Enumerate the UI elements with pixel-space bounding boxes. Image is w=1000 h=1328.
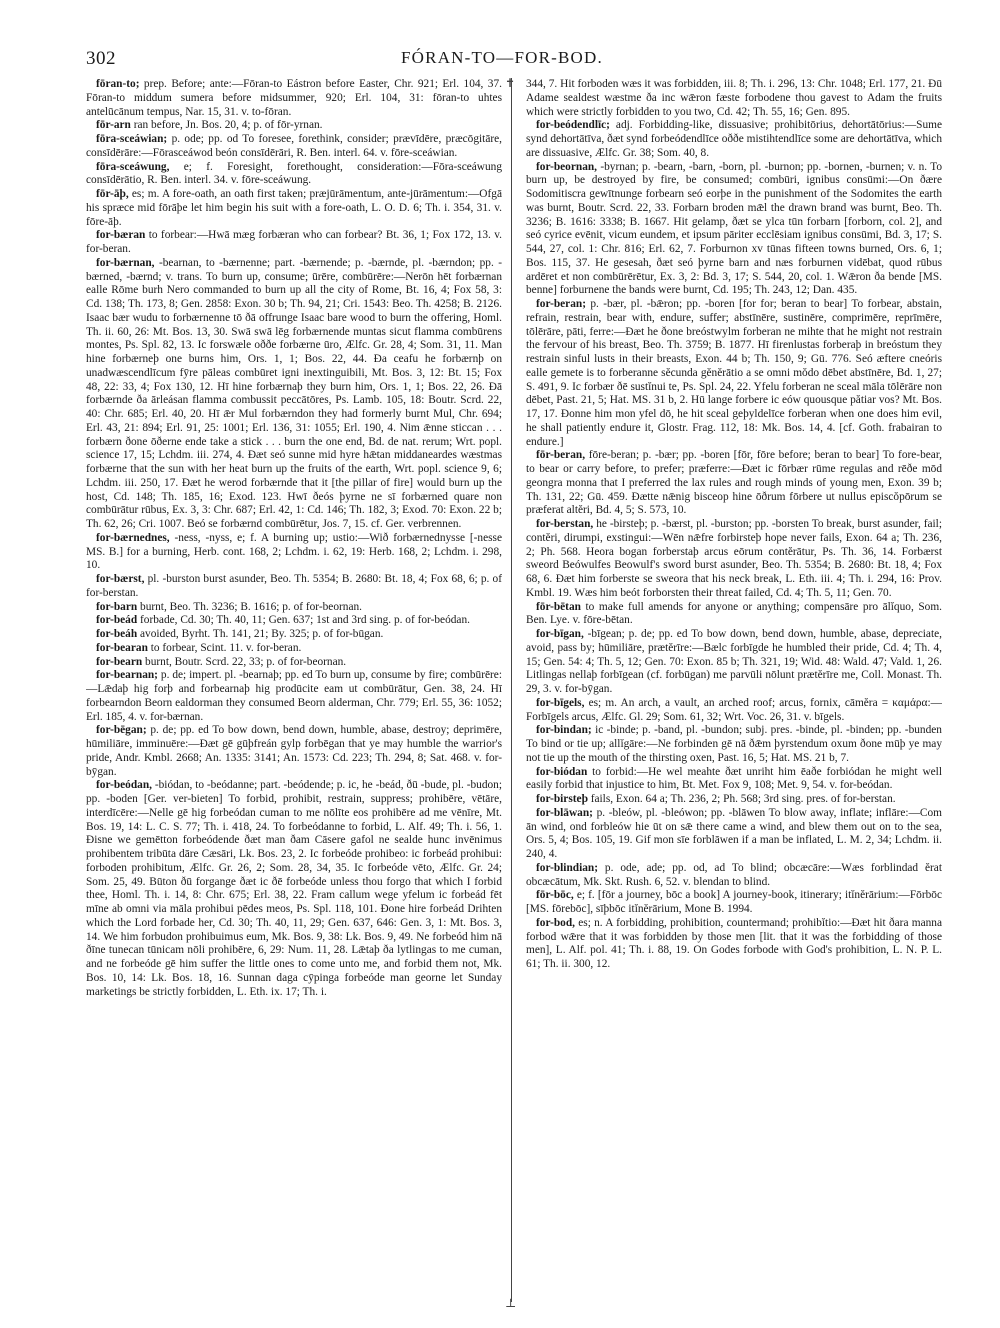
entry-headword: for-beornan, bbox=[536, 160, 598, 173]
entry-definition: burnt, Beo. Th. 3236; B. 1616; p. of for-beornan. bbox=[140, 600, 363, 613]
dictionary-entry bbox=[526, 766, 942, 794]
dictionary-entry bbox=[526, 628, 942, 697]
dictionary-entry bbox=[526, 518, 942, 601]
dictionary-entry bbox=[86, 161, 502, 189]
entry-definition: burnt, Boutr. Scrd. 22, 33; p. of for-beornan. bbox=[145, 655, 347, 668]
entry-definition: avoided, Byrht. Th. 141, 21; By. 325; p. of for-būgan. bbox=[140, 628, 384, 640]
entry-definition: p. ode, ade; pp. od, ad To blind; obcæcāre:—Wæs forblindad ĕrat obcæcātum, Mk. Skt. Rush. 6, 52. v. blendan to blind. bbox=[526, 861, 942, 888]
entry-headword: fōra-sceáwian; bbox=[96, 133, 168, 145]
column-divider bbox=[511, 78, 512, 1302]
entry-definition: p. ode; pp. od To foresee, forethink, consider; prævīdēre, præcōgitāre, consīdērāre:—Fōrasceáwod beón consīdērāri, R. Ben. interl. 64. v. fōre-sceáwian. bbox=[86, 133, 502, 159]
entry-headword: fōr-beran, bbox=[536, 449, 586, 462]
dictionary-entry bbox=[86, 601, 502, 615]
dictionary-entry bbox=[86, 78, 502, 119]
entry-headword: for-birsteþ bbox=[536, 793, 588, 805]
entry-headword: for-bearn bbox=[96, 655, 143, 668]
entry-headword: for-beran; bbox=[536, 298, 586, 310]
dictionary-entry bbox=[86, 628, 502, 642]
entry-headword: for-beáh bbox=[96, 628, 138, 640]
dictionary-entry bbox=[86, 642, 502, 656]
dictionary-entry bbox=[86, 724, 502, 779]
entry-definition: -bearnan, to -bærnenne; part. -bærnende; p. -bærnde, pl. -bærndon; pp. -bærned, -bærnd; v. trans. To burn up, consume; ūrēre, combūrēre:—Nerōn hēt forbærnan ealle Rōme burh Nero commanded to burn up all the city of Rome, Bt. 16, 4; Fox 58, 3: Cd. 138; Th. 173, 8; Gen. 2858: Exon. 30 b; Th. 94, 21; Cri. 1543: Beo. Th. 4258; B. 2126. Isaac bær wudu to forbærnenne tō ðā offrunge Isaac bare wood to burn the offering, Homl. Th. ii. 60, 26: Mt. Bos. 13, 30. Swā swā lēg forbærnende muntas sicut flamma combūrens montes, Ps. Spl. 82, 13. Ic forswæle oððe forbærne ūro, Ælfc. Gr. 28, 4; Som. 31, 11. Man hine forbærneþ one burns him, Ors. 1, 1; Bos. 22, 44. Ða ceafu he forbærnþ on unadwæscendlīcum fȳre pāleas combūret igni inextinguibili, Mt. Bos. 3, 12: Bt. 15; Fox 48, 22: 33, 4; Fox 130, 12. Hī hine forbærnaþ they burn him, Ors. 1, 1; Bos. 22, 26. Ðā forbærnde ða ārleásan flamma combussit peccātōres, Ps. Lamb. 105, 18: Boutr. Scrd. 22, 40: Chr. 685; Erl. 40, 20. Hī ǣr Mul forbærndon they had formerly burnt Mul, Chr. 694; Erl. 43, 21: 894; Erl. 91, 25: 1001; Erl. 136, 31: 1055; Erl. 190, 4. Nim ǣnne sticcan . . . forbærn ðone ōðerne ende take a stick . . . burn the one end, Bd. de nat. rerum; Wrt. popl. science 17, 15; Lchdm. iii. 274, 4. Ðæt seó sunne mid hyre hǣtan middaneardes wæstmas forbærne that the sun with her heat burn up the fruits of the earth, Wrt. popl. science 9, 6; Lchdm. iii. 250, 17. Ðæt he werod forbærnde that it [the pillar of fire] would burn up the host, Cd. 148; Th. 185, 16; Exod. 123. Hwī ðeós þyrne ne sī forbærned quare non combūrātur rūbus, Ex. 3, 3: Chr. 687; Erl. 42, 1: Cd. 146; Th. 182, 3; Exod. 70: Exon. 22 b; Th. 62, 26; Cri. 1007. Beó se forbærnd combūrētur, Jos. 7, 15. cf. Ger. verbrennen. bbox=[86, 256, 502, 530]
entry-headword: fōr-āþ, bbox=[96, 188, 129, 200]
dictionary-entry bbox=[526, 298, 942, 449]
dictionary-entry bbox=[526, 78, 942, 119]
entry-definition: es; m. A fore-oath, an oath first taken; præjūrāmentum, ante-jūrāmentum:—Ofgā his spræce mid fōrāþe let him begin his suit with a fore-oath, L. O. D. 6; Th. i. 354, 31. v. fōre-āþ. bbox=[86, 188, 502, 228]
dictionary-entry bbox=[86, 779, 502, 999]
entry-headword: fōr-arn bbox=[96, 119, 131, 132]
entry-headword: for-blāwan; bbox=[536, 806, 593, 819]
entry-headword: for-bīgan, bbox=[536, 628, 584, 640]
entry-definition: p. -bær, pl. -bǣron; pp. -boren [for for; beran to bear] To forbear, abstain, refrain, restrain, bear with, endure, suffer; abstīnēre, sustinēre, comprimēre, reprīmēre, tōlērāre, pāti, ferre:—Ðæt he ðone breóstwylm forberan ne mihte that he might not restrain the fervour of his breast, Beo. Th. 3759; B. 1877. Hī firenlustas forberaþ in breóstum they restrain sinful lusts in their breasts, Exon. 44 b; Th. 150, 9; Gū. 776. Seó æftere cneóris ealle gemete is to forberanne sĕcunda gĕnĕrātio a se omni mŏdo dēbet abstīnēre, Bd. 1, 27; S. 491, 9. Ic forbær ðē sustĭnui te, Ps. Spl. 24, 22. Yfelu forberan ne sceal māla tōlērāre non dēbet, Past. 21, 5; Hat. MS. 31 b, 2. Hū lange forbere ic eów quousque pătiar vos? Mt. Bos. 17, 17. Ðonne him mon yfel dō, he hit sceal geþyldelīce forberan when one does him evil, he shall patiently endure it, Glostr. Frag. 112, 18: Mk. Bos. 14, 4. [cf. Goth. frabairan to endure.] bbox=[526, 298, 942, 448]
dictionary-entry bbox=[526, 862, 942, 890]
page-header bbox=[86, 48, 918, 72]
dictionary-entry bbox=[526, 724, 942, 765]
entry-definition: es; n. A forbidding, prohibition, countermand; prohibĭtio:—Ðæt hit ðara manna forbod wǣre that it was forbidden by those men [lit. that it was the forbidding of those men], L. Alf. pol. 41; Th. i. 88, 19. On Godes forbode with God's prohibition, L. N. P. L. 61; Th. ii. 300, 12. bbox=[526, 916, 942, 970]
dictionary-entry bbox=[86, 656, 502, 670]
entry-definition: -bīgean; p. de; pp. ed To bow down, bend down, humble, abase, depreciate, avoid, pass by; hūmiliāre, prætĕrīre:—Bælc forbīgde he humbled their pride, Cd. 4; Th. 4, 15; Gen. 54: 4; Th. 5, 12; Gen. 70: Exon. 85 b; Th. 321, 19; Wid. 48: Wald. 47; Vald. 1, 26. Litlingas nellaþ forbīgean (cf. forbūgan) me parvūli nōlunt prætĕrīre me, Coll. Monast. Th. 29, 3. v. for-bȳgan. bbox=[526, 628, 942, 695]
entry-headword: fōr-bōc, bbox=[536, 889, 574, 902]
entry-definition: forbade, Cd. 30; Th. 40, 11; Gen. 637; 1st and 3rd sing. p. of for-beódan. bbox=[140, 614, 470, 627]
entry-headword: fōra-sceáwung, bbox=[96, 160, 170, 173]
entry-headword: for-bindan; bbox=[536, 724, 592, 737]
entry-headword: for-berstan, bbox=[536, 518, 594, 530]
entry-definition: es; m. An arch, a vault, an arched roof; arcus, fornix, cāmĕra = καμάρα:—Forbīgels arcus, Ælfc. Gl. 29; Som. 61, 32; Wrt. Voc. 26, 31. v. bīgels. bbox=[526, 696, 942, 723]
entry-headword: for-blindian; bbox=[536, 861, 598, 874]
entry-definition: fails, Exon. 64 a; Th. 236, 2; Ph. 568; 3rd sing. pres. of for-berstan. bbox=[590, 793, 896, 805]
dictionary-entry bbox=[86, 532, 502, 573]
entry-definition: e; f. [fōr a journey, bōc a book] A journey-book, itinerary; itĭnĕrārium:—Fōrbōc [MS. fōrebōc], sīþbōc itĭnĕrārium, Mone B. 1994. bbox=[526, 889, 942, 915]
divider-top-mark: ✝ bbox=[505, 76, 516, 90]
dictionary-entry bbox=[86, 573, 502, 601]
entry-headword: for-bearnan; bbox=[96, 669, 158, 682]
entry-headword: for-beódan, bbox=[96, 779, 152, 792]
entry-definition: -ness, -nyss, e; f. A burning up; ustio:—Wið forbærnednysse [-nesse MS. B.] for a burning, Herb. cont. 168, 2; Lchdm. i. 62, 19: Herb. 168, 2; Lchdm. i. 298, 10. bbox=[86, 531, 502, 572]
entry-definition: to forbid:—He wel meahte ðæt unriht him ēaðe forbiódan he might well easily forbid that injustice to him, Bt. Met. Fox 9, 108; Met. 9, 54. v. for-beódan. bbox=[526, 765, 942, 792]
entry-definition: to forbear, Scint. 11. v. for-beran. bbox=[150, 641, 302, 654]
page-number: 302 bbox=[86, 48, 116, 69]
entry-definition: fōre-beran; p. -bær; pp. -boren [fōr, fōre before; beran to bear] To fore-bear, to bear or carry before, to prefer; præferre:—Ðæt ic fōrbær rūme regulas and rēðe mōd geongra monna that I preferred the lax rules and rough minds of young men, Exon. 39 b; Th. 131, 22; Gū. 459. Ðætte nǣnig bisceop hine ōðrum fōrbere ut nullus episcŏpōrum se præferat altĕri, Bd. 4, 5; S. 573, 10. bbox=[526, 449, 942, 517]
entry-headword: for-beád bbox=[96, 614, 138, 627]
dictionary-entry bbox=[86, 229, 502, 257]
dictionary-entry bbox=[86, 133, 502, 161]
entry-definition: he -birsteþ; p. -bærst, pl. -burston; pp. -borsten To break, burst asunder, fail; contĕri, dirumpi, exstingui:—Wēn nǣfre forbirsteþ hope never fails, Exon. 64 a; Th. 236, 2; Ph. 568. Heora bogan forberstaþ arcus eōrum contĕrātur, Ps. Th. 36, 14. Forbærst sweord Beówulfes Beowulf's sword burst asunder, Beo. Th. 5354; B. 2680: Bt. 18, 4; Fox 68, 6. Ðæt him forberste se sweora that his neck break, L. Eth. iii. 4; Th. i. 294, 16: Prov. Kmbl. 19. Wæs him beót forborsten their threat failed, Cd. 4; Th. 5, 11; Gen. 70. bbox=[526, 518, 942, 599]
dictionary-entry bbox=[86, 119, 502, 133]
entry-definition: p. de; impert. pl. -bearnaþ; pp. ed To burn up, consume by fire; combūrēre:—Lǣdaþ hig forþ and forbearnaþ hig prodūcite eam ut combūrātur, Gen. 38, 24. Hī forbearndon Beorn ealdorman they consumed Beorn alderman, Chr. 779; Erl. 55, 36: 1052; Erl. 185, 4. v. for-bærnan. bbox=[86, 669, 502, 723]
dictionary-entry bbox=[526, 697, 942, 725]
dictionary-entry bbox=[526, 807, 942, 862]
entry-headword: for-bærnan, bbox=[96, 256, 155, 269]
entry-headword: fōran-to; bbox=[96, 78, 140, 90]
dictionary-entry bbox=[86, 188, 502, 229]
entry-definition: pl. -burston burst asunder, Beo. Th. 5354; B. 2680: Bt. 18, 4; Fox 68, 6; p. of for-berstan. bbox=[86, 573, 502, 599]
entry-headword: for-bod, bbox=[536, 916, 575, 929]
entry-definition: ran before, Jn. Bos. 20, 4; p. of fōr-yrnan. bbox=[133, 119, 323, 132]
entry-definition: prep. Before; ante:—Fōran-to Eástron before Easter, Chr. 921; Erl. 104, 37. Fōran-to middum sumera before midsummer, 920; Erl. 104, 31: fōran-to uhtes antelūcānum tempus, Nar. 15, 31. v. to-fōran. bbox=[86, 78, 502, 118]
left-column bbox=[86, 78, 502, 1304]
entry-definition: p. de; pp. ed To bow down, bend down, humble, abase, destroy; deprimēre, hūmiliāre, imminuēre:—Ðæt gē gūþfreán gylp forbēgan that ye may humble the warrior's pride, Andr. Kmbl. 2668; An. 1335: 3141; An. 1573: Cd. 223; Th. 294, 8; Sat. 468. v. for-bȳgan. bbox=[86, 724, 502, 778]
entry-definition: e; f. Foresight, forethought, consideration:—Fōra-sceáwung consīdērātio, R. Ben. interl. 34. v. fōre-sceáwung. bbox=[86, 160, 502, 187]
entry-definition: to make full amends for anyone or anything; compensāre pro ālĭquo, Som. Ben. Lye. v. fōre-bētan. bbox=[526, 600, 942, 627]
entry-headword: for-bærnednes, bbox=[96, 531, 170, 544]
entry-definition: 344, 7. Hit forboden wæs it was forbidden, iii. 8; Th. i. 296, 13: Chr. 1048; Erl. 177, 21. Ðū Adame sealdest wæstme ða inc wǣron fæste forbodene thou gavest to Adam the fruits which were strictly forbidden to you two, Cd. 42; Th. 55, 16; Gen. 895. bbox=[526, 78, 942, 118]
entry-headword: fōr-bētan bbox=[536, 600, 581, 613]
entry-definition: adj. Forbidding-like, dissuasive; prohibitōrius, dehortātōrius:—Sume synd dehortātīva, ðæt synd forbeódendlīce oððe mistihtendlīce some are dehortātīva, which are dissuasive, Ælfc. Gr. 38; Som. 40, 8. bbox=[526, 119, 942, 159]
dictionary-entry bbox=[86, 257, 502, 532]
dictionary-entry bbox=[526, 449, 942, 518]
entry-headword: for-bearan bbox=[96, 641, 148, 654]
entry-headword: for-bēgan; bbox=[96, 724, 147, 737]
entry-definition: ic -binde; p. -band, pl. -bundon; subj. pres. -binde, pl. -binden; pp. -bunden To bind or tie up; allĭgāre:—Ne forbinden gē nā ðǣm þyrstendum oxum ðone mūþ ye may not tie up the mouth of the thirsting oxen, Past. 16, 5; Hat. MS. 21 b, 7. bbox=[526, 724, 942, 764]
dictionary-entry bbox=[526, 601, 942, 629]
entry-headword: for-beódendlīc; bbox=[536, 119, 610, 132]
entry-headword: for-biódan bbox=[536, 765, 588, 778]
divider-bottom-mark: ⊥ bbox=[505, 1296, 517, 1310]
dictionary-entry bbox=[526, 793, 942, 807]
entry-definition: -byrnan; p. -bearn, -barn, -born, pl. -burnon; pp. -bornen, -burnen; v. n. To burn up, be destroyed by fire, be consumed; combūri, ignibus consūmi:—On ðære Sodomitiscra gewītnunge forbearn seó eorþe in the punishment of the Sodomites the earth was burnt, Boutr. Scrd. 22, 33. Forbarn broden mǣl the drawn brand was burnt, Beo. Th. 3236; B. 1616: 3338; B. 1667. Hit gelamp, ðæt se ylca tūn forbarn [forborn, col. 2], and seó cyrice evēnit, vicum eundem, et ipsum pāriter ecclēsiam ignibus consūmi, Bd. 3, 17; S. 544, 27, col. 1: Chr. 816; Erl. 62, 7. Forburnon xv tūnas fifteen towns burned, Ors. 6, 1; Bos. 115, 37. He gesesah, ðæt seó þyrne barn and næs forburnen vidēbat, quod rūbus ardēret et non combūrērētur, Ex. 3, 2: Bd. 3, 17; S. 544, 20, col. 1. Wǣron ða bende [MS. benne] forburnene the bands were burnt, Cd. 195; Th. 243, 12; Dan. 435. bbox=[526, 160, 942, 297]
dictionary-entry bbox=[526, 119, 942, 160]
entry-definition: -biódan, to -beódanne; part. -beódende; p. ic, he -beád, ðū -bude, pl. -budon; pp. -boden [Ger. ver-bieten] To forbid, prohibit, restrain, suppress; prohibēre, vētāre, interdīcēre:—Nelle gē hig forbeódan cuman to me nōlīte eos prohibēre ad me vēnīre, Mt. Bos. 19, 14: L. C. S. 77; Th. i. 418, 24. To forbeódanne to forbid, L. Alf. 49; Th. i. 56, 1. Ðisne we gemētton forbeódende ðæt man ðam Cāsere gafol ne sealde hunc invēnimus prohibentem tribūta dāre Cæsāri, Lk. Bos. 23, 2. Ic forbeóde prohibeo: ic forbeád prohibui: forboden prohibitum, Ælfc. Gr. 26, 2; Som. 28, 34, 35. Ic forbeóde vēto, Ælfc. Gr. 24; Som. 25, 49. Būton ðū forgange ðæt ic ðē forbeóde unless thou forgo that which I forbid thee, Homl. Th. i. 14, 8: Chr. 675; Erl. 38, 22. Fram callum wege yfelum ic forbeád fēt mīne ab omni via māla prohibui pēdes meos, Ps. Spl. 118, 101. Ðone hire forbeád Drihten which the Lord forbade her, Cd. 30; Th. 40, 11, 29; Gen. 637, 646: Gen. 3, 1: Mt. Bos. 3, 14. We him forbudon prohibuimus eum, Mk. Bos. 9, 38: Lk. Bos. 9, 49. Ne forbeód him nā ðīne tunecan tūnicam nōli prohibēre, 6, 29: Num. 11, 28. Lǣtaþ ða lytlingas to me cuman, and ne forbeóde gē him suffer the little ones to come unto me, and forbid them not, Mk. Bos. 10, 14: Lk. Bos. 18, 16. Sunnan daga cȳpinga forbeóde man georne let Sunday marketings be strictly forbidden, L. Eth. ix. 17; Th. i. bbox=[86, 779, 502, 998]
dictionary-entry bbox=[526, 161, 942, 299]
entry-headword: for-bīgels, bbox=[536, 696, 585, 709]
entry-definition: to forbear:—Hwā mæg forbæran who can forbear? Bt. 36, 1; Fox 172, 13. v. for-beran. bbox=[86, 229, 502, 255]
dictionary-entry bbox=[86, 669, 502, 724]
right-column bbox=[526, 78, 942, 1304]
dictionary-entry bbox=[526, 889, 942, 917]
entry-headword: for-bærst, bbox=[96, 573, 145, 585]
dictionary-entry bbox=[526, 917, 942, 972]
entry-headword: for-barn bbox=[96, 600, 138, 613]
entry-headword: for-bæran bbox=[96, 229, 146, 242]
dictionary-entry bbox=[86, 614, 502, 628]
entry-definition: p. -bleów, pl. -bleówon; pp. -blāwen To blow away, inflate; inflāre:—Com ān wind, ond forbleów hie ūt on sǣ there came a wind, and blew them out on to the sea, Ors. 5, 4; Bos. 105, 19. Gif mon sīe forblāwen if a man be inflated, L. M. 2, 34; Lchdm. ii. 240, 4. bbox=[526, 806, 942, 860]
running-head: FÓRAN-TO—FOR-BOD. bbox=[401, 48, 603, 67]
